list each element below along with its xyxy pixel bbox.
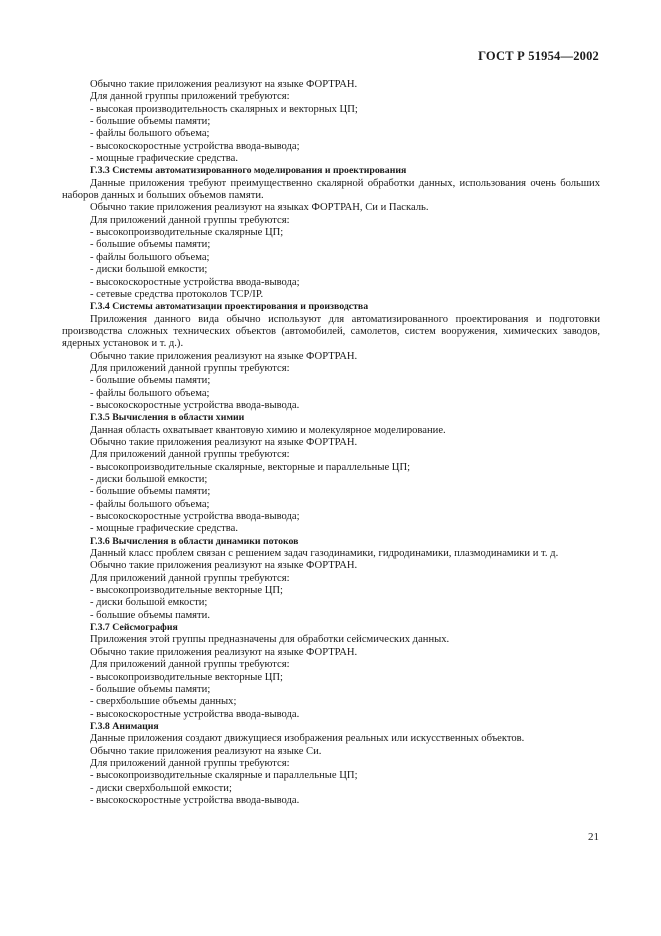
list-item: - высокоскоростные устройства ввода-вывода. <box>90 794 300 806</box>
list-item: - файлы большого объема; <box>90 251 210 263</box>
list-item: - высокая производительность скалярных и векторных ЦП; <box>90 103 358 115</box>
paragraph: Для приложений данной группы требуются: <box>90 449 290 461</box>
list-item: - диски большой емкости; <box>90 474 208 485</box>
section-heading: Г.3.5 Вычисления в области химии <box>90 412 245 424</box>
paragraph: Обычно такие приложения реализуют на языке ФОРТРАН. <box>90 560 358 572</box>
list-item: - высокоскоростные устройства ввода-вывода; <box>90 511 300 523</box>
list-item: - большие объемы памяти; <box>90 116 211 128</box>
section-heading: Г.3.8 Анимация <box>90 720 159 732</box>
list-item: - высокоскоростные устройства ввода-вывода; <box>90 140 300 152</box>
list-item: - высокоскоростные устройства ввода-вывода. <box>90 399 300 411</box>
list-item: - диски большой емкости; <box>90 264 208 276</box>
list-item: - высокопроизводительные скалярные и параллельные ЦП; <box>90 770 358 782</box>
paragraph: Данные приложения требуют преимущественно скалярной обработки данных, использования очень больших наборов данных и больших объемов памяти. <box>62 177 600 202</box>
paragraph: Для приложений данной группы требуются: <box>90 572 290 584</box>
list-item: - диски большой емкости; <box>90 597 208 609</box>
list-item: - диски сверхбольшой емкости; <box>90 782 232 794</box>
paragraph: Для данной группы приложений требуются: <box>90 91 290 103</box>
paragraph: Приложения данного вида обычно используют для автоматизированного проектирования и подготовки производства сложных технических объектов (автомобилей, самолетов, систем вооружения, химических заводов, ядерных установок и т. д.). <box>62 313 600 350</box>
paragraph: Для приложений данной группы требуются: <box>90 362 290 374</box>
list-item: - высокопроизводительные векторные ЦП; <box>90 585 283 597</box>
list-item: - сверхбольшие объемы данных; <box>90 696 237 708</box>
list-item: - мощные графические средства. <box>90 153 239 165</box>
list-item: - большие объемы памяти; <box>90 486 211 498</box>
paragraph: Данный класс проблем связан с решением задач газодинамики, гидродинамики, плазмодинамики и т. д. <box>90 548 559 560</box>
list-item: - высокоскоростные устройства ввода-вывода; <box>90 276 300 288</box>
paragraph: Обычно такие приложения реализуют на языке ФОРТРАН. <box>90 350 358 362</box>
list-item: - большие объемы памяти; <box>90 375 211 387</box>
paragraph: Обычно такие приложения реализуют на языке ФОРТРАН. <box>90 646 358 658</box>
paragraph: Для приложений данной группы требуются: <box>90 214 290 226</box>
list-item: - большие объемы памяти; <box>90 683 211 695</box>
paragraph: Обычно такие приложения реализуют на языке ФОРТРАН. <box>90 79 358 90</box>
section-heading: Г.3.3 Системы автоматизированного моделирования и проектирования <box>90 165 407 177</box>
paragraph: Обычно такие приложения реализуют на языках ФОРТРАН, Си и Паскаль. <box>90 202 429 214</box>
section-heading: Г.3.7 Сейсмография <box>90 622 178 634</box>
list-item: - высокопроизводительные скалярные, векторные и параллельные ЦП; <box>90 461 411 473</box>
page-number: 21 <box>588 831 599 843</box>
section-heading: Г.3.6 Вычисления в области динамики потоков <box>90 535 299 547</box>
section-heading: Г.3.4 Системы автоматизации проектирования и производства <box>90 301 369 313</box>
list-item: - сетевые средства протоколов TCP/IP. <box>90 288 264 300</box>
list-item: - большие объемы памяти. <box>90 609 210 621</box>
document-code-header: ГОСТ Р 51954—2002 <box>478 49 599 63</box>
list-item: - высокоскоростные устройства ввода-вывода. <box>90 708 300 720</box>
document-body <box>62 79 600 807</box>
paragraph: Приложения этой группы предназначены для обработки сейсмических данных. <box>90 634 450 646</box>
list-item: - файлы большого объема; <box>90 498 210 510</box>
paragraph: Обычно такие приложения реализуют на языке Си. <box>90 745 322 757</box>
list-item: - высокопроизводительные векторные ЦП; <box>90 671 283 683</box>
list-item: - файлы большого объема; <box>90 387 210 399</box>
list-item: - высокопроизводительные скалярные ЦП; <box>90 227 284 239</box>
list-item: - большие объемы памяти; <box>90 239 211 251</box>
list-item: - мощные графические средства. <box>90 523 239 535</box>
paragraph: Для приложений данной группы требуются: <box>90 757 290 769</box>
list-item: - файлы большого объема; <box>90 128 210 140</box>
paragraph: Данная область охватывает квантовую химию и молекулярное моделирование. <box>90 424 446 436</box>
paragraph: Для приложений данной группы требуются: <box>90 659 290 671</box>
paragraph: Данные приложения создают движущиеся изображения реальных или искусственных объектов. <box>90 733 525 745</box>
paragraph: Обычно такие приложения реализуют на языке ФОРТРАН. <box>90 436 358 448</box>
